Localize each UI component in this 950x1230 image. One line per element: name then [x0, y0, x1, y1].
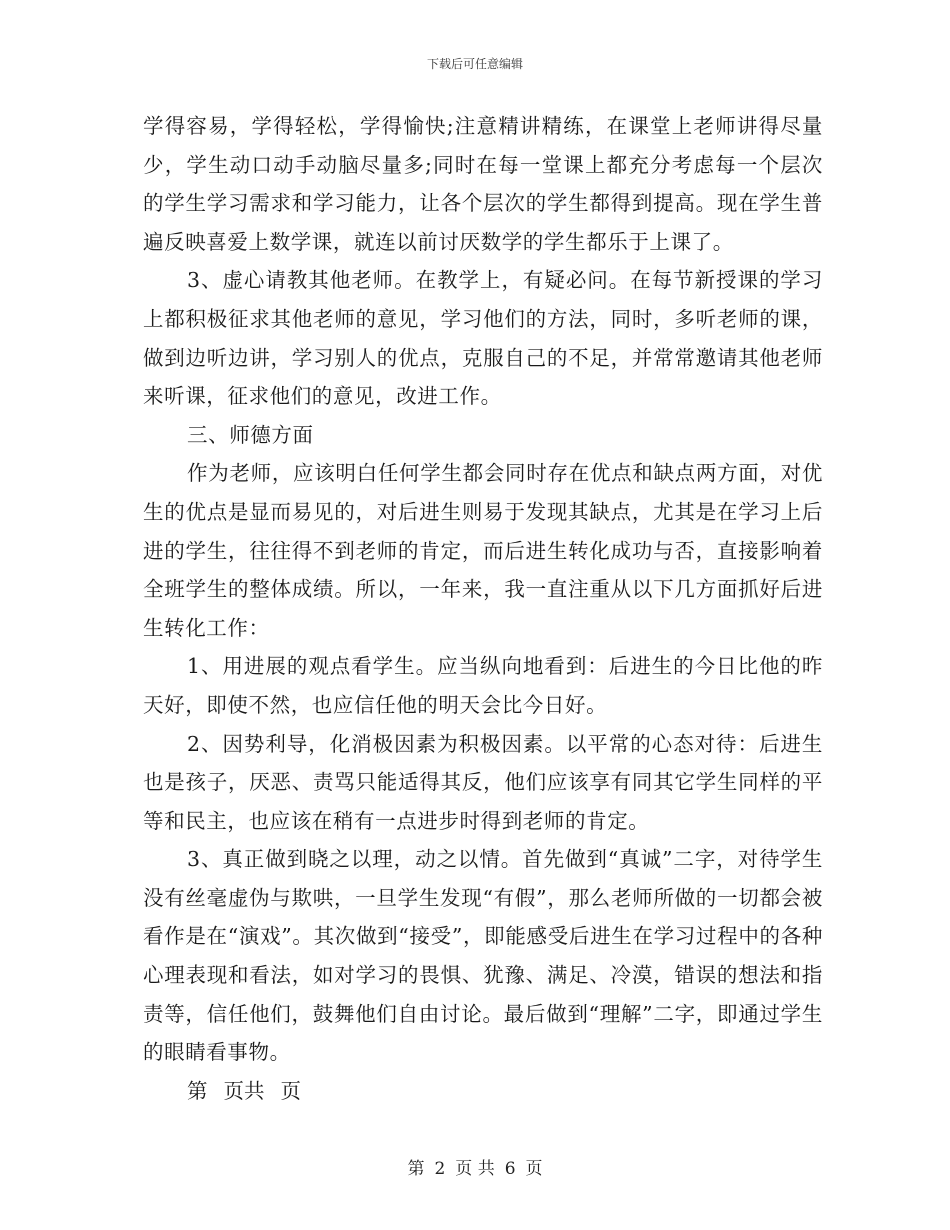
paragraph-ethics-intro: 作为老师，应该明白任何学生都会同时存在优点和缺点两方面，对优生的优点是显而易见的，对后进生则易于发现其缺点，尤其是在学习上后进的学生，往往得不到老师的肯定，而后进生转化成功与否，直接影响着全班学生的整体成绩。所以，一年来，我一直注重从以下几方面抓好后进生转化工作： — [143, 461, 823, 640]
footer-total-pages: 6 — [504, 1159, 516, 1179]
footer-suffix: 页 — [525, 1159, 543, 1179]
inline-marker-word2: 页共 — [223, 1078, 265, 1103]
page-header: 下载后可任意编辑 — [426, 57, 523, 71]
paragraph-item-2: 2、因势利导，化消极因素为积极因素。以平常的心态对待：后进生也是孩子，厌恶、责骂只能适得其反，他们应该享有同其它学生同样的平等和民主，也应该在稍有一点进步时得到老师的肯定。 — [143, 731, 823, 833]
paragraph-continued: 学得容易，学得轻松，学得愉快;注意精讲精练，在课堂上老师讲得尽量少，学生动口动手动脑尽量多;同时在每一堂课上都充分考虑每一个层次的学生学习需求和学习能力，让各个层次的学生都得到提高。现在学生普遍反映喜爱上数学课，就连以前讨厌数学的学生都乐于上课了。 — [143, 114, 823, 254]
inline-marker-word3: 页 — [280, 1078, 301, 1103]
page-footer — [0, 1154, 950, 1179]
inline-marker-word1: 第 — [187, 1078, 208, 1103]
document-body — [143, 107, 823, 1110]
footer-prefix: 第 — [407, 1159, 425, 1179]
paragraph-item-1: 1、用进展的观点看学生。应当纵向地看到：后进生的今日比他的昨天好，即使不然，也应信任他的明天会比今日好。 — [143, 654, 823, 717]
footer-middle: 页 共 — [455, 1159, 495, 1179]
paragraph-item-3-reason: 3、真正做到晓之以理，动之以情。首先做到“真诚”二字，对待学生没有丝毫虚伪与欺哄，一旦学生发现“有假”，那么老师所做的一切都会被看作是在“演戏”。其次做到“接受”，即能感受后进生在学习过程中的各种心理表现和看法，如对学习的畏惧、犹豫、满足、冷漠，错误的想法和指责等，信任他们，鼓舞他们自由讨论。最后做到“理解”二字，即通过学生的眼睛看事物。 — [143, 847, 823, 1065]
paragraph-item-3-consult: 3、虚心请教其他老师。在教学上，有疑必问。在每节新授课的学习上都积极征求其他老师的意见，学习他们的方法，同时，多听老师的课，做到边听边讲，学习别人的优点，克服自己的不足，并常常邀请其他老师来听课，征求他们的意见，改进工作。 — [143, 268, 823, 409]
footer-current-page: 2 — [434, 1159, 446, 1179]
section-heading-ethics: 三、师德方面 — [187, 422, 314, 447]
inline-page-marker — [143, 1072, 823, 1111]
